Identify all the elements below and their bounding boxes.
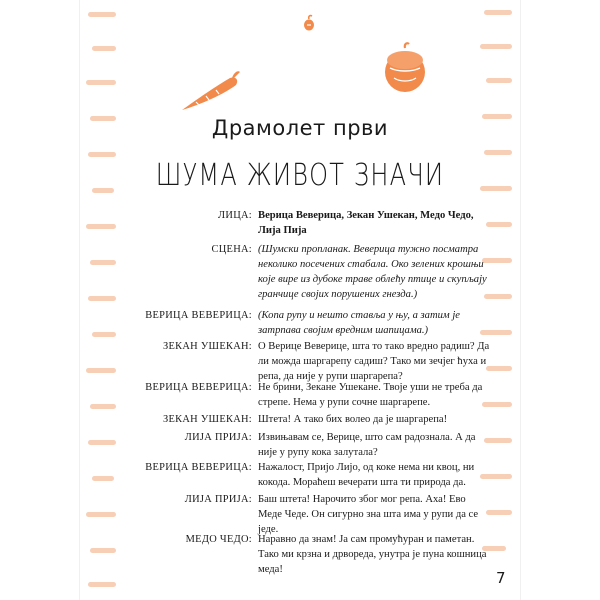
carrot-icon <box>176 66 242 116</box>
speaker-label: СЦЕНА: <box>211 244 252 255</box>
speaker-label: ВЕРИЦА ВЕВЕРИЦА: <box>145 382 252 393</box>
left-margin-strokes <box>86 0 122 600</box>
brush-stroke <box>88 296 116 301</box>
seed-icon <box>300 14 318 32</box>
dialogue-text: О Верице Веверице, шта то тако вредно радиш? Да ли можда шаргарепу садиш? Тако ми зечјег ћуха и репа, да није у рупи шаргарепа? <box>258 341 490 382</box>
brush-stroke <box>90 260 116 265</box>
brush-stroke <box>86 80 116 85</box>
dialogue-text: Штета! А тако бих волео да је шаргарепа! <box>258 414 448 425</box>
brush-stroke <box>92 46 116 51</box>
acorn-icon <box>380 42 430 96</box>
brush-stroke <box>92 332 116 337</box>
speaker-label: ВЕРИЦА ВЕВЕРИЦА: <box>145 462 252 473</box>
dialogue-text: Верица Веверица, Зекан Ушекан, Медо Чедо, Лија Пија <box>258 210 474 236</box>
speaker-label: ЛИЦА: <box>218 210 252 221</box>
speaker-label: ЛИЈА ПРИЈА: <box>184 494 252 505</box>
brush-stroke <box>88 152 116 157</box>
brush-stroke <box>86 224 116 229</box>
dialogue-text: (Шумски пропланак. Веверица тужно посматра неколико посечених стабала. Око зелених крошњи које вире из дубоке траве облећу птице и скупљају гранчице својих порушених гнезда.) <box>258 244 487 300</box>
brush-stroke <box>484 150 512 155</box>
chapter-subtitle: Драмолет први <box>211 116 389 140</box>
dialogue-text: Нажалост, Пријо Лијо, од коке нема ни квоц, ни кокода. Мораћеш вечерати шта ти природа да. <box>258 462 475 488</box>
speaker-label: ЗЕКАН УШЕКАН: <box>163 414 252 425</box>
dialogue-text: Не брини, Зекане Ушекане. Твоје уши не трeба да стрепе. Нема у рупи сочне шаргарепе. <box>258 382 483 408</box>
speaker-label: ВЕРИЦА ВЕВЕРИЦА: <box>145 310 252 321</box>
dialogue-text: Баш штета! Нарочито због мог репа. Аха! Ево Медe Чеде. Он сигурно зна шта има у рупи да се једе. <box>258 494 479 535</box>
speaker-label: ЗЕКАН УШЕКАН: <box>163 341 252 352</box>
brush-stroke <box>486 78 512 83</box>
dialogue-text: (Копа рупу и нешто ставља у њу, а затим је затрпава својим вредним шапицама.) <box>258 310 460 336</box>
brush-stroke <box>86 512 116 517</box>
dialogue-text: Извињавам се, Верице, што сам радознала. А да није у рупу кока залутала? <box>258 432 476 458</box>
brush-stroke <box>90 404 116 409</box>
speaker-label: ЛИЈА ПРИЈА: <box>184 432 252 443</box>
brush-stroke <box>88 440 116 445</box>
chapter-title: ШУМА ЖИВОТ ЗНАЧИ <box>155 158 445 193</box>
brush-stroke <box>90 548 116 553</box>
dialogue-text: Наравно да знам! Ја сам промућуран и паметан. Тако ми крзна и дрворедa, унутра је пуна кошница меда! <box>258 534 487 575</box>
brush-stroke <box>88 12 116 17</box>
brush-stroke <box>88 582 116 587</box>
speaker-label: МЕДО ЧЕДО: <box>185 534 252 545</box>
brush-stroke <box>86 368 116 373</box>
page-number: 7 <box>496 569 506 587</box>
brush-stroke <box>484 10 512 15</box>
brush-stroke <box>480 44 512 49</box>
brush-stroke <box>92 476 114 481</box>
